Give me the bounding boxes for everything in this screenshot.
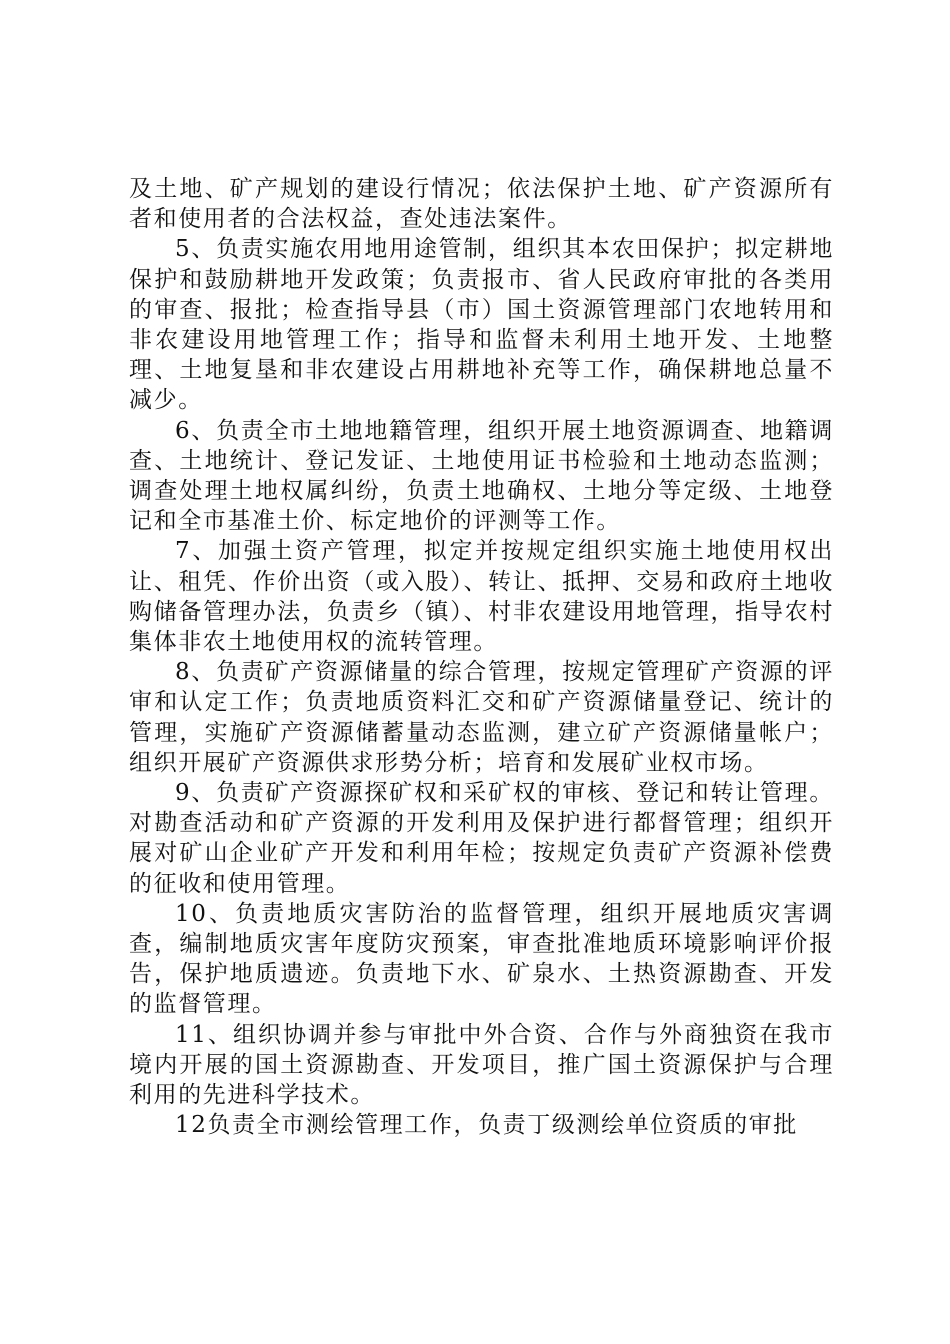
document-body: [129, 174, 834, 1141]
paragraph-item-7: 7、加强土资产管理，拟定并按规定组织实施土地使用权出让、租凭、作价出资（或入股）、转让、抵押、交易和政府土地收购储备管理办法，负责乡（镇）、村非农建设用地管理，指导农村集体非农土地使用权的流转管理。: [129, 538, 834, 656]
paragraph-item-12: 12负责全市测绘管理工作，负责丁级测绘单位资质的审批: [175, 1112, 798, 1139]
paragraph-item-9: 9、负责矿产资源探矿权和采矿权的审核、登记和转让管理。对勘查活动和矿产资源的开发利用及保护进行都督管理；组织开展对矿山企业矿产开发和利用年检；按规定负责矿产资源补偿费的征收和使用管理。: [129, 780, 834, 897]
paragraph-item-10: 10、负责地质灾害防治的监督管理，组织开展地质灾害调查，编制地质灾害年度防灾预案，审查批准地质环境影响评价报告，保护地质遗迹。负责地下水、矿泉水、土热资源勘查、开发的监督管理。: [129, 900, 834, 1018]
paragraph-item-11: 11、组织协调并参与审批中外合资、合作与外商独资在我市境内开展的国土资源勘查、开发项目，推广国土资源保护与合理利用的先进科学技术。: [129, 1021, 834, 1109]
paragraph-item-6: 6、负责全市土地地籍管理，组织开展土地资源调查、地籍调查、土地统计、登记发证、土地使用证书检验和土地动态监测；调查处理土地权属纠纷，负责土地确权、土地分等定级、土地登记和全市基准土价、标定地价的评测等工作。: [129, 417, 834, 535]
paragraph-item-5: 5、负责实施农用地用途管制，组织其本农田保护；拟定耕地保护和鼓励耕地开发政策；负责报市、省人民政府审批的各类用的审查、报批；检查指导县（市）国土资源管理部门农地转用和非农建设用地管理工作；指导和监督未利用土地开发、土地整理、土地复垦和非农建设占用耕地补充等工作，确保耕地总量不减少。: [129, 236, 834, 414]
paragraph-continued: 及土地、矿产规划的建设行情况；依法保护土地、矿产资源所有者和使用者的合法权益，查处违法案件。: [129, 176, 834, 233]
paragraph-item-8: 8、负责矿产资源储量的综合管理，按规定管理矿产资源的评审和认定工作；负责地质资料汇交和矿产资源储量登记、统计的管理，实施矿产资源储蓄量动态监测，建立矿产资源储量帐户；组织开展矿产资源供求形势分析；培育和发展矿业权市场。: [129, 659, 834, 776]
